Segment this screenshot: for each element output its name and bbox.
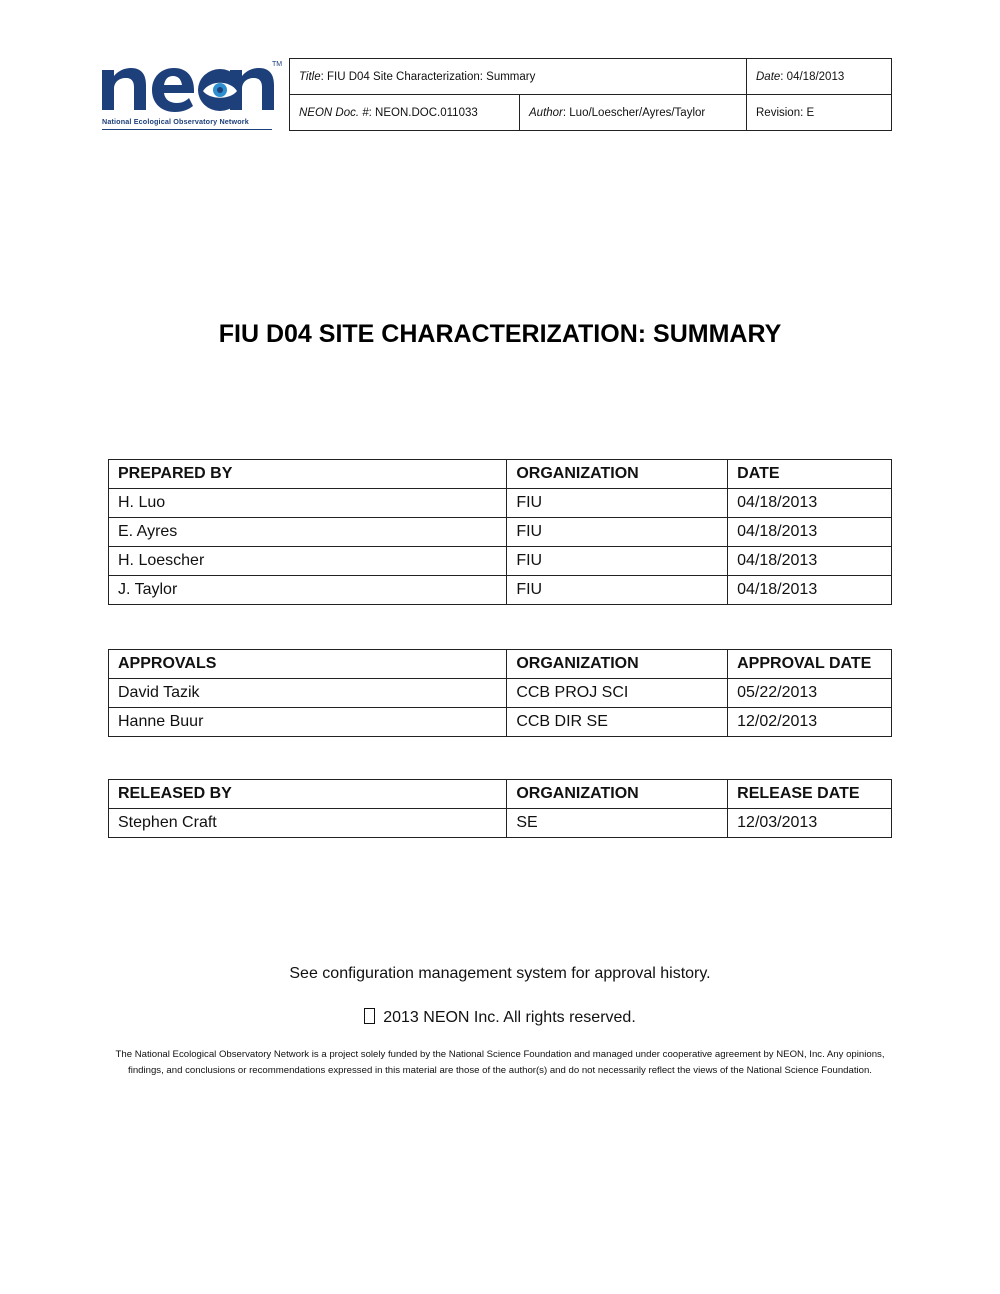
header-author-label: Author — [529, 106, 563, 119]
name-cell: H. Luo — [109, 489, 507, 518]
copyright-glyph-icon — [364, 1008, 375, 1024]
column-header: ORGANIZATION — [507, 780, 728, 809]
name-cell: H. Loescher — [109, 547, 507, 576]
date-cell: 04/18/2013 — [728, 576, 892, 605]
header-date-cell — [747, 59, 892, 95]
copyright-text: 2013 NEON Inc. All rights reserved. — [383, 1009, 636, 1026]
header-title-value: : FIU D04 Site Characterization: Summary — [320, 70, 536, 83]
released-by-table — [108, 779, 892, 838]
header-doc-number-cell — [290, 95, 520, 131]
header-date-label: Date — [756, 70, 781, 83]
trademark-mark: TM — [272, 61, 283, 68]
organization-cell: FIU — [507, 547, 728, 576]
name-cell: E. Ayres — [109, 518, 507, 547]
header-doc-value: : NEON.DOC.011033 — [368, 106, 478, 119]
logo-caption: National Ecological Observatory Network — [102, 117, 249, 126]
table-row — [109, 708, 892, 737]
column-header: ORGANIZATION — [507, 650, 728, 679]
column-header: RELEASE DATE — [728, 780, 892, 809]
organization-cell: SE — [507, 809, 728, 838]
name-cell: Hanne Buur — [109, 708, 507, 737]
table-row — [109, 809, 892, 838]
header-author-cell — [520, 95, 747, 131]
header-revision-cell: Revision: E — [747, 95, 892, 131]
logo-underline — [102, 129, 272, 130]
date-cell: 04/18/2013 — [728, 518, 892, 547]
column-header: ORGANIZATION — [507, 460, 728, 489]
column-header: RELEASED BY — [109, 780, 507, 809]
document-header-table — [289, 58, 892, 131]
column-header: APPROVALS — [109, 650, 507, 679]
header-title-cell — [290, 59, 747, 95]
header-date-value: : 04/18/2013 — [780, 70, 845, 83]
eye-o-icon — [198, 69, 242, 111]
table-header-row — [109, 460, 892, 489]
column-header: APPROVAL DATE — [728, 650, 892, 679]
header-doc-label: NEON Doc. # — [299, 106, 369, 119]
table-row — [109, 576, 892, 605]
table-row — [109, 679, 892, 708]
table-row — [109, 547, 892, 576]
approvals-table — [108, 649, 892, 737]
table-header-row — [109, 780, 892, 809]
organization-cell: CCB DIR SE — [507, 708, 728, 737]
copyright-line — [0, 1008, 1000, 1027]
header-author-value: : Luo/Loescher/Ayres/Taylor — [562, 106, 706, 119]
organization-cell: FIU — [507, 518, 728, 547]
configuration-note: See configuration management system for approval history. — [289, 965, 711, 982]
date-cell: 12/02/2013 — [728, 708, 892, 737]
table-row — [109, 518, 892, 547]
date-cell: 04/18/2013 — [728, 547, 892, 576]
name-cell: Stephen Craft — [109, 809, 507, 838]
date-cell: 04/18/2013 — [728, 489, 892, 518]
neon-logo — [100, 58, 284, 134]
table-row — [109, 489, 892, 518]
date-cell: 12/03/2013 — [728, 809, 892, 838]
prepared-by-table — [108, 459, 892, 605]
column-header: PREPARED BY — [109, 460, 507, 489]
organization-cell: CCB PROJ SCI — [507, 679, 728, 708]
name-cell: David Tazik — [109, 679, 507, 708]
header-title-label: Title — [299, 70, 321, 83]
name-cell: J. Taylor — [109, 576, 507, 605]
funding-disclaimer: The National Ecological Observatory Network is a project solely funded by the National Science Foundation and managed under cooperative agreement by NEON, Inc. Any opinions, findings, and conclusions or recommendations expressed in this material are those of the author(s) and do not necessarily reflect the views of the National Science Foundation. — [115, 1049, 885, 1076]
document-title: FIU D04 SITE CHARACTERIZATION: SUMMARY — [218, 320, 782, 348]
organization-cell: FIU — [507, 576, 728, 605]
column-header: DATE — [728, 460, 892, 489]
neon-logo-mark — [100, 58, 284, 116]
table-header-row — [109, 650, 892, 679]
date-cell: 05/22/2013 — [728, 679, 892, 708]
organization-cell: FIU — [507, 489, 728, 518]
